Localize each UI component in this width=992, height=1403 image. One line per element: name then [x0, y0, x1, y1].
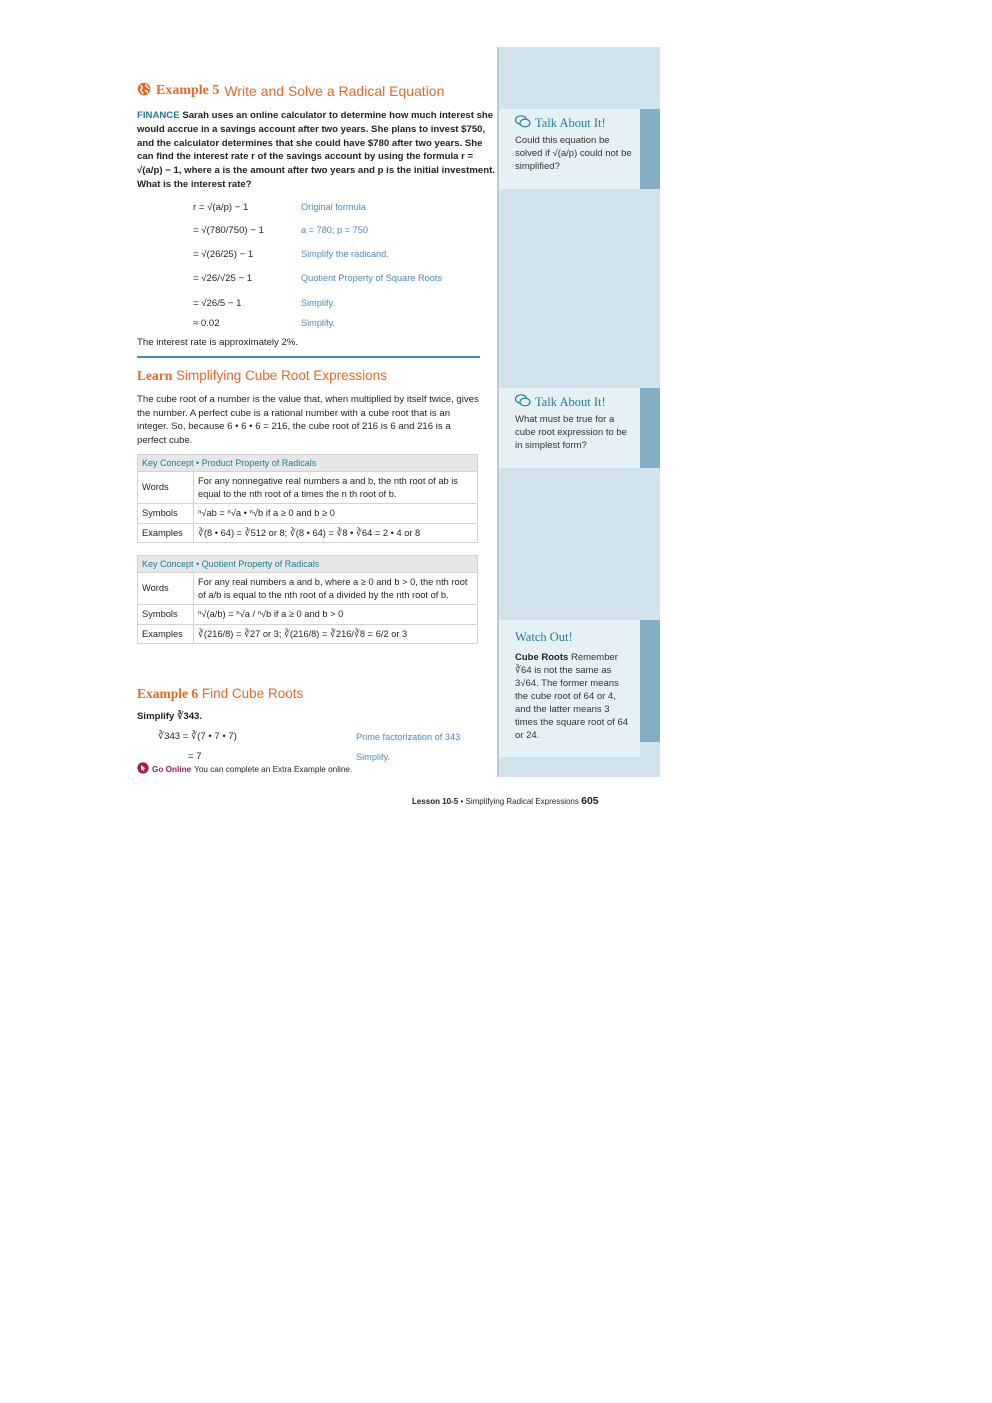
tip-body: Could this equation be solved if √(a/p) could not be simplified? [515, 135, 632, 172]
learn-paragraph: The cube root of a number is the value that, when multiplied by itself twice, gives the number. A perfect cube is a rational number with a cube root that is an integer. So, because 6 • 6 • 6 = 216, the cube root of 216 is 6 and 216 is a perfect cube. [137, 394, 479, 446]
step-reason: Quotient Property of Square Roots [301, 273, 442, 283]
tip-body: What must be true for a cube root expression to be in simplest form? [515, 414, 627, 451]
talk-about-it-box-1 [499, 109, 640, 189]
key-concept-product-table [137, 454, 478, 543]
step-expression: r = √(a/p) − 1 [193, 201, 249, 213]
tip-lead: Cube Roots [515, 652, 569, 663]
table-row [138, 624, 478, 644]
step-expression: = √26/√25 − 1 [193, 272, 253, 284]
lesson-number: Lesson 10-5 [412, 797, 459, 806]
example-label: Example 6 [137, 686, 199, 701]
step-reason: Simplify. [301, 298, 336, 308]
row-text: ∛(8 • 64) = ∛512 or 8; ∛(8 • 64) = ∛8 • ∛64 = 2 • 4 or 8 [194, 523, 478, 543]
key-concept-quotient-table [137, 555, 478, 644]
step-reason: Simplify the radicand. [301, 249, 389, 259]
step-reason: Simplify. [356, 752, 391, 762]
watch-out-box [499, 620, 640, 757]
step-reason: a = 780; p = 750 [301, 225, 368, 235]
example-title: Write and Solve a Radical Equation [224, 82, 445, 99]
tip-header [515, 394, 632, 411]
go-online-label[interactable]: Go Online [152, 764, 192, 774]
table-row [138, 472, 478, 504]
go-online-text: You can complete an Extra Example online. [194, 764, 353, 774]
step-reason: Simplify. [301, 318, 336, 328]
tip-title: Talk About It! [535, 395, 606, 409]
row-text: For any real numbers a and b, where a ≥ 0 and b > 0, the nth root of a/b is equal to the nth root of a divided by the nth root of b. [194, 573, 478, 605]
tip-body [515, 651, 632, 742]
example-title: Find Cube Roots [201, 686, 304, 701]
row-text: ∛(216/8) = ∛27 or 3; ∛(216/8) = ∛216/∛8 = 6/2 or 3 [194, 624, 478, 644]
pointer-icon [137, 762, 149, 776]
globe-icon [137, 82, 151, 99]
step-expression: = √26/5 − 1 [193, 297, 242, 309]
tip-accent-bar [640, 388, 660, 468]
row-text: For any nonnegative real numbers a and b, the nth root of ab is equal to the nth root of a times the n th root of b. [194, 472, 478, 504]
row-label: Symbols [138, 504, 194, 524]
tip-title: Watch Out! [515, 630, 573, 644]
example-5-heading [137, 82, 444, 99]
go-online-note[interactable] [137, 762, 352, 776]
step-expression: = √(26/25) − 1 [193, 248, 254, 260]
section-divider [137, 356, 480, 358]
speech-bubbles-icon [515, 394, 531, 411]
row-label: Words [138, 472, 194, 504]
step-reason: Original formula [301, 202, 366, 212]
tip-header [515, 115, 632, 132]
tip-accent-bar [640, 620, 660, 742]
page-footer [412, 795, 599, 807]
tip-text: Remember ∛64 is not the same as 3√64. The former means the cube root of 64 or 4, and the latter means 3 times the square root of 64 or 24. [515, 652, 629, 741]
page-number: 605 [581, 795, 599, 807]
row-label: Examples [138, 624, 194, 644]
step-expression: = √(780/750) − 1 [193, 224, 264, 236]
table-row [138, 605, 478, 625]
tip-title: Talk About It! [535, 116, 606, 130]
talk-about-it-box-2 [499, 388, 640, 468]
learn-heading [137, 368, 387, 384]
footer-separator: • [458, 797, 466, 806]
table-row [138, 504, 478, 524]
key-concept-header: Key Concept • Quotient Property of Radicals [138, 556, 478, 573]
example-6-heading [137, 686, 303, 702]
learn-label: Learn [137, 368, 173, 383]
lesson-title: Simplifying Radical Expressions [465, 797, 579, 806]
tip-accent-bar [640, 109, 660, 189]
row-text: ⁿ√ab = ⁿ√a • ⁿ√b if a ≥ 0 and b ≥ 0 [194, 504, 478, 524]
topic-tag: FINANCE [137, 110, 180, 121]
problem-text: Sarah uses an online calculator to determine how much interest she would accrue in a savings account after two years. She plans to invest $750, and the calculator determines that she could have $780 after two years. She can find the interest rate r of the savings account by using the formula r = √(a/p) − 1, where a is the amount after two years and p is the initial investment. What is the interest rate? [137, 110, 495, 190]
speech-bubbles-icon [515, 115, 531, 132]
conclusion: The interest rate is approximately 2%. [137, 337, 299, 348]
learn-title: Simplifying Cube Root Expressions [176, 368, 387, 383]
table-row [138, 573, 478, 605]
row-text: ⁿ√(a/b) = ⁿ√a / ⁿ√b if a ≥ 0 and b > 0 [194, 605, 478, 625]
key-concept-header: Key Concept • Product Property of Radicals [138, 455, 478, 472]
solution-step: = 7 [188, 751, 202, 762]
row-label: Words [138, 573, 194, 605]
problem-statement [137, 109, 497, 192]
step-expression: ≈ 0.02 [193, 317, 220, 329]
row-label: Examples [138, 523, 194, 543]
solution-step: ∛343 = ∛(7 • 7 • 7) [158, 731, 237, 742]
row-label: Symbols [138, 605, 194, 625]
step-reason: Prime factorization of 343 [356, 732, 461, 742]
example-prompt: Simplify ∛343. [137, 711, 203, 722]
tip-header [515, 630, 632, 645]
table-row [138, 523, 478, 543]
example-label: Example 5 [156, 82, 220, 98]
